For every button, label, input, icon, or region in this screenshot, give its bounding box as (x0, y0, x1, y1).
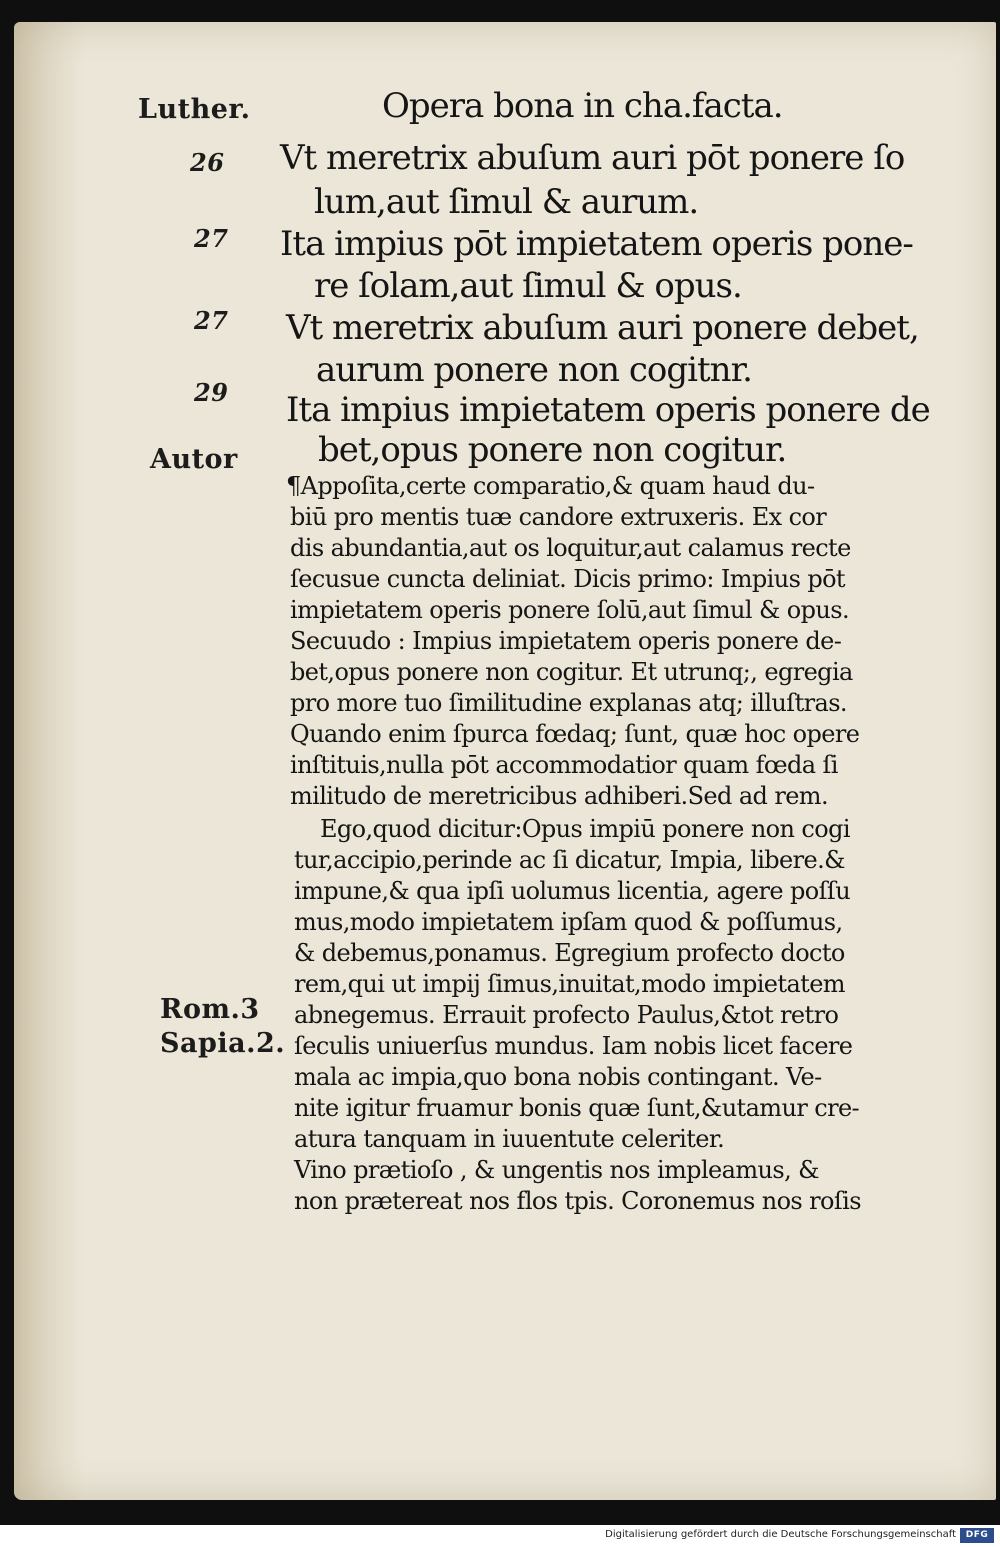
margin-note-sapia: Sapia.2. (160, 1028, 286, 1059)
margin-note-number: 27 (194, 224, 229, 253)
verse-line: bet,opus ponere non cogitur. (318, 430, 787, 470)
commentary-line: non prætereat nos flos tpis. Coronemus nos roſis (294, 1187, 861, 1215)
commentary-line: impietatem operis ponere ſolū,aut ſimul & opus. (290, 596, 849, 624)
commentary-line: dis abundantia,aut os loquitur,aut calamus recte (290, 534, 851, 562)
commentary-line: impune,& qua ipſi uolumus licentia, agere poſſu (294, 877, 851, 905)
commentary-line: abnegemus. Errauit profecto Paulus,&tot retro (294, 1001, 839, 1029)
margin-note-number: 27 (194, 306, 229, 335)
funding-credit: Digitalisierung gefördert durch die Deutsche Forschungsgemeinschaft (605, 1529, 956, 1540)
verse-line: Vt meretrix abuſum auri ponere debet, (286, 308, 919, 348)
commentary-line: ſecusue cuncta deliniat. Dicis primo: Impius pōt (290, 565, 845, 593)
margin-note-luther: Luther. (138, 94, 251, 125)
commentary-line: mala ac impia,quo bona nobis contingant. Ve- (294, 1063, 822, 1091)
commentary-line: bet,opus ponere non cogitur. Et utrunq;, egregia (290, 658, 853, 686)
footer-bar (0, 1525, 1000, 1547)
commentary-line: tur,accipio,perinde ac ſi dicatur, Impia, libere.& (294, 846, 845, 874)
commentary-line: biū pro mentis tuæ candore extruxeris. Ex cor (290, 503, 827, 531)
book-page (14, 22, 996, 1500)
verse-line: Ita impius impietatem operis ponere de (286, 390, 930, 430)
margin-note-autor: Autor (150, 444, 238, 475)
commentary-line: ſeculis uniuerſus mundus. Iam nobis licet facere (294, 1032, 853, 1060)
margin-note-rom: Rom.3 (160, 994, 260, 1025)
verse-line: aurum ponere non cogitnr. (316, 350, 752, 390)
commentary-line: rem,qui ut impij ſimus,inuitat,modo impietatem (294, 970, 845, 998)
commentary-line: pro more tuo ſimilitudine explanas atq; illuſtras. (290, 689, 847, 717)
verse-line: Ita impius pōt impietatem operis pone- (280, 224, 913, 264)
commentary-line: Vino prætioſo , & ungentis nos impleamus, & (294, 1156, 819, 1184)
commentary-line: nite igitur fruamur bonis quæ ſunt,&utamur cre- (294, 1094, 860, 1122)
commentary-line: atura tanquam in iuuentute celeriter. (294, 1125, 725, 1153)
verse-line: lum,aut ſimul & aurum. (314, 182, 699, 222)
commentary-line: mus,modo impietatem ipſam quod & poſſumus, (294, 908, 843, 936)
margin-note-number: 29 (194, 378, 229, 407)
commentary-line: & debemus,ponamus. Egregium profecto docto (294, 939, 845, 967)
commentary-line: militudo de meretricibus adhiberi.Sed ad rem. (290, 782, 828, 810)
dfg-logo-icon: DFG (960, 1528, 994, 1543)
commentary-line: inſtituis,nulla pōt accommodatior quam fœda ſi (290, 751, 838, 779)
verse-line: Vt meretrix abuſum auri pōt ponere ſo (280, 138, 905, 178)
commentary-line: ¶Appoſita,certe comparatio,& quam haud du- (286, 472, 815, 500)
verse-line: re ſolam,aut ſimul & opus. (314, 266, 742, 306)
commentary-line: Ego,quod dicitur:Opus impiū ponere non cogi (320, 815, 850, 843)
running-header: Opera bona in cha.facta. (382, 86, 783, 126)
commentary-line: Quando enim ſpurca fœdaq; ſunt, quæ hoc opere (290, 720, 860, 748)
margin-note-number: 26 (190, 148, 225, 177)
commentary-line: Secuudo : Impius impietatem operis ponere de- (290, 627, 842, 655)
